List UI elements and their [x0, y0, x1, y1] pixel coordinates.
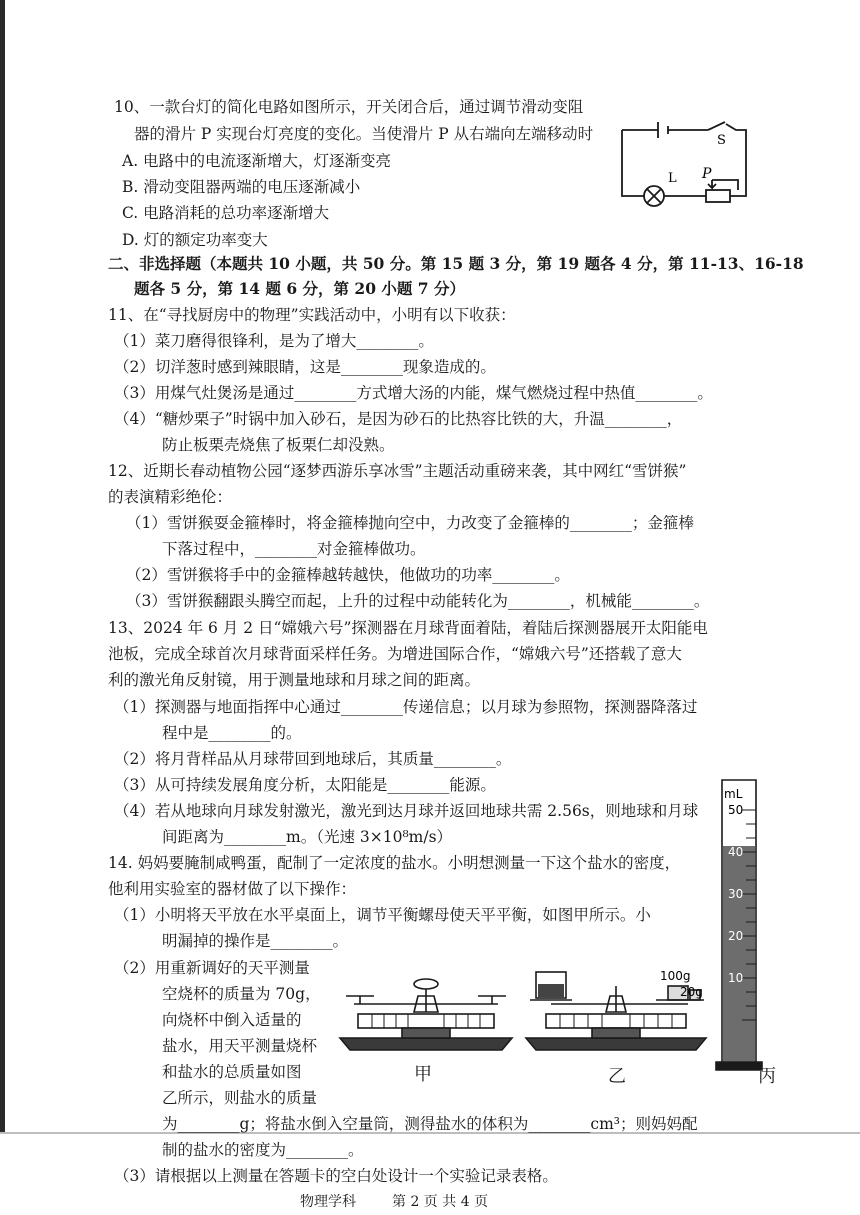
q14-part2-line5: 和盐水的总质量如图 [162, 1063, 302, 1081]
q14-part1-line2: 明漏掉的操作是________。 [162, 932, 349, 950]
cylinder-tick-30: 30 [728, 887, 744, 901]
figure-label-yi: 乙 [608, 1066, 626, 1087]
q12-stem-line1: 12、近期长春动植物公园“逐梦西游乐享冰雪”主题活动重磅来袭，其中网红“雪饼猴” [108, 462, 687, 480]
q14-part2-line1: （2）用重新调好的天平测量 [114, 959, 310, 977]
q14-part3: （3）请根据以上测量在答题卡的空白处设计一个实验记录表格。 [114, 1167, 558, 1185]
q14-part2-line6: 乙所示，则盐水的质量 [162, 1089, 318, 1107]
q13-part2: （2）将月背样品从月球带回到地球后，其质量________。 [114, 750, 512, 768]
scan-border [0, 0, 5, 1134]
balance-figure-jia [340, 978, 512, 1056]
q13-part1-line2: 程中是________的。 [162, 724, 302, 742]
q10-stem-line2: 器的滑片 P 实现台灯亮度的变化。当使滑片 P 从右端向左端移动时 [134, 125, 594, 143]
q14-stem-line1: 14. 妈妈要腌制咸鸭蛋，配制了一定浓度的盐水。小明想测量一下这个盐水的密度， [108, 854, 681, 872]
q14-part2-line7: 为________g；将盐水倒入空量筒，测得盐水的体积为________cm³；则妈妈配 [162, 1115, 698, 1133]
q10-option-a: A. 电路中的电流逐渐增大，灯逐渐变亮 [122, 152, 392, 170]
balance-figure-yi [520, 968, 710, 1056]
measuring-cylinder-bing [716, 776, 762, 1072]
footer-subject: 物理学科 [300, 1194, 356, 1210]
q13-stem-line2: 池板，完成全球首次月球背面采样任务。为增进国际合作，“嫦娥六号”还搭载了意大 [108, 645, 682, 663]
q13-stem-line1: 13、2024 年 6 月 2 日“嫦娥六号”探测器在月球背面着陆，着陆后探测器展开太阳能电 [108, 619, 708, 637]
circuit-diagram [612, 118, 752, 208]
slider-label: P [702, 166, 712, 182]
q10-option-d: D. 灯的额定功率变大 [122, 231, 268, 249]
q11-part1: （1）菜刀磨得很锋利，是为了增大________。 [114, 332, 434, 350]
q11-stem: 11、在“寻找厨房中的物理”实践活动中，小明有以下收获： [108, 306, 516, 324]
cylinder-tick-50: 50 [728, 803, 744, 817]
q14-part2-line2: 空烧杯的质量为 70g， [162, 985, 321, 1003]
q10-option-b: B. 滑动变阻器两端的电压逐渐减小 [122, 178, 361, 196]
q14-stem-line2: 他利用实验室的器材做了以下操作： [108, 880, 357, 898]
q14-part2-line4: 盐水，用天平测量烧杯 [162, 1037, 318, 1055]
figure-label-jia: 甲 [414, 1064, 432, 1085]
q12-part1-line2: 下落过程中，________对金箍棒做功。 [162, 540, 426, 558]
section2-header-line2: 题各 5 分，第 14 题 6 分，第 20 小题 7 分） [134, 279, 465, 298]
cylinder-tick-40: 40 [728, 845, 744, 859]
q14-part2-line3: 向烧杯中倒入适量的 [162, 1011, 302, 1029]
q12-part1-line1: （1）雪饼猴耍金箍棒时，将金箍棒抛向空中，力改变了金箍棒的________；金箍棒 [126, 514, 694, 532]
q10-stem-line1: 10、一款台灯的简化电路如图所示，开关闭合后，通过调节滑动变阻 [114, 98, 584, 116]
figure-label-bing: 丙 [758, 1066, 776, 1087]
q12-part3: （3）雪饼猴翻跟头腾空而起，上升的过程中动能转化为________，机械能________。 [126, 592, 710, 610]
q14-part1-line1: （1）小明将天平放在水平桌面上，调节平衡螺母使天平平衡，如图甲所示。小 [114, 906, 651, 924]
q11-part3: （3）用煤气灶煲汤是通过________方式增大汤的内能，煤气燃烧过程中热值________。 [114, 384, 713, 402]
q13-part3: （3）从可持续发展角度分析，太阳能是________能源。 [114, 776, 496, 794]
cylinder-tick-10: 10 [728, 971, 744, 985]
switch-label: S [717, 133, 726, 148]
q13-part4-line1: （4）若从地球向月球发射激光，激光到达月球并返回地球共需 2.56s，则地球和月球 [114, 802, 699, 820]
weight-label-100g: 100g [660, 969, 691, 983]
q11-part4-line1: （4）“糖炒栗子”时锅中加入砂石，是因为砂石的比热容比铁的大，升温________， [114, 410, 683, 428]
q11-part4-line2: 防止板栗壳烧焦了板栗仁却没熟。 [162, 436, 395, 454]
q12-stem-line2: 的表演精彩绝伦： [108, 488, 233, 506]
q12-part2: （2）雪饼猴将手中的金箍棒越转越快，他做功的功率________。 [126, 566, 570, 584]
q13-stem-line3: 利的激光角反射镜，用于测量地球和月球之间的距离。 [108, 671, 481, 689]
footer-page-number: 第 2 页 共 4 页 [392, 1194, 489, 1210]
q13-part1-line1: （1）探测器与地面指挥中心通过________传递信息；以月球为参照物，探测器降落过 [114, 698, 698, 716]
q11-part2: （2）切洋葱时感到辣眼睛，这是________现象造成的。 [114, 358, 496, 376]
q10-option-c: C. 电路消耗的总功率逐渐增大 [122, 204, 330, 222]
lamp-label: L [668, 171, 677, 186]
section2-header-line1: 二、非选择题（本题共 10 小题，共 50 分。第 15 题 3 分，第 19 题各 4 分，第 11-13、16-18 [108, 254, 804, 273]
q14-part2-line8: 制的盐水的密度为________。 [162, 1141, 364, 1159]
q13-part4-line2: 间距离为________m。（光速 3×10⁸m/s） [162, 828, 453, 846]
cylinder-unit-label: mL [724, 787, 743, 801]
weight-label-20g: 20g [680, 985, 703, 999]
cylinder-tick-20: 20 [728, 929, 744, 943]
